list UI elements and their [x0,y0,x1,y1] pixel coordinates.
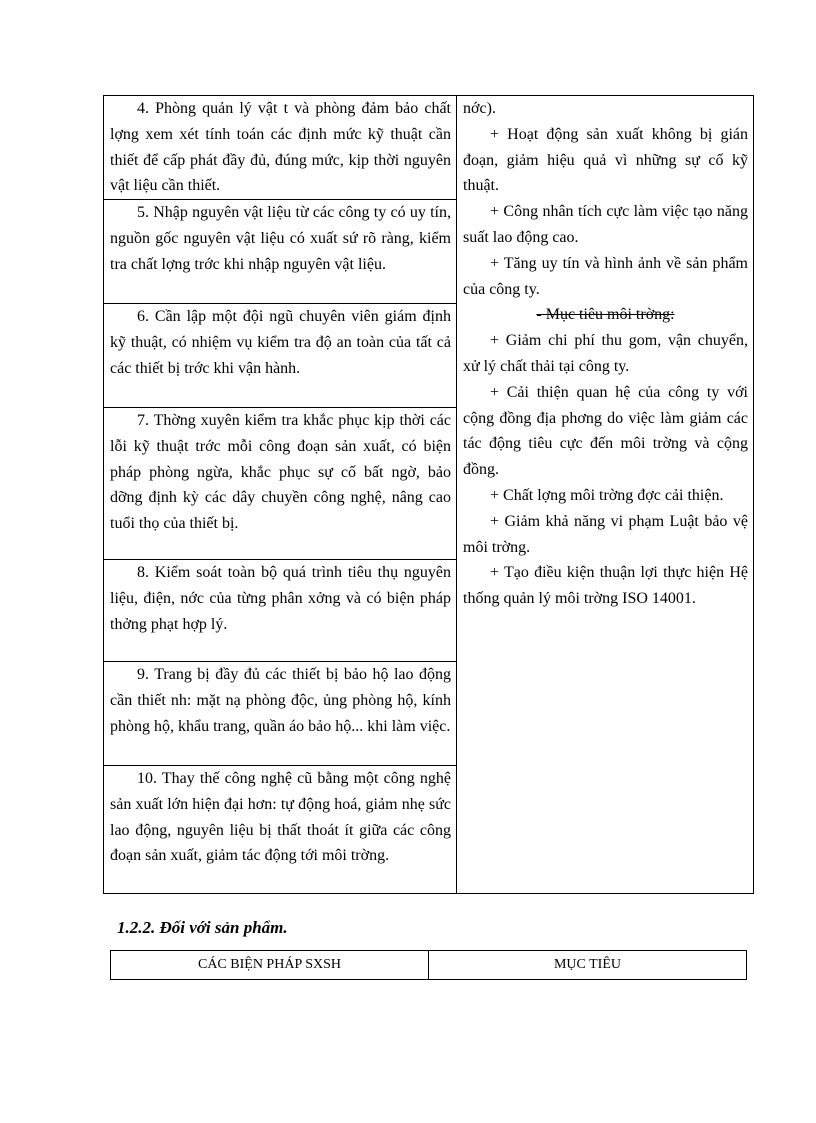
measure-text: 4. Phòng quản lý vật t và phòng đảm bảo chất lợng xem xét tính toán các định mức kỹ thuật cần thiết để cấp phát đầy đủ, đúng mức, kịp thời nguyên vật liệu cần thiết. [110,100,451,195]
measure-text: 8. Kiểm soát toàn bộ quá trình tiêu thụ nguyên liệu, điện, nớc của từng phân xởng và có biện pháp thởng phạt hợp lý. [110,564,451,633]
measure-cell-8 [104,560,457,662]
objectives-cell [457,96,754,894]
product-measures-table [110,950,747,980]
section-heading: 1.2.2. Đối với sản phẩm. [117,918,288,937]
column-header-measures: CÁC BIỆN PHÁP SXSH [111,951,429,980]
measure-text: 10. Thay thế công nghệ cũ bằng một công nghệ sản xuất lớn hiện đại hơn: tự động hoá, giảm nhẹ sức lao động, nguyên liệu bị thất thoát ít giữa các công đoạn sản xuất, giảm tác động tới môi trờng. [110,770,451,865]
measure-cell-9 [104,662,457,766]
measure-cell-4 [104,96,457,200]
env-item: + Tạo điều kiện thuận lợi thực hiện Hệ thống quản lý môi trờng ISO 14001. [463,564,748,608]
measure-cell-6 [104,304,457,408]
measure-text: 5. Nhập nguyên vật liệu từ các công ty có uy tín, nguồn gốc nguyên vật liệu có xuất sứ rõ ràng, kiểm tra chất lợng trớc khi nhập nguyên vật liệu. [110,204,451,273]
env-objectives-heading: - Mục tiêu môi trờng: [536,306,675,324]
continuation-text: nớc). [463,100,496,117]
env-item: + Giảm chi phí thu gom, vận chuyển, xử lý chất thải tại công ty. [463,332,748,375]
measure-text: 7. Thờng xuyên kiểm tra khắc phục kịp thời các lỗi kỹ thuật trớc mỗi công đoạn sản xuất, có biện pháp phòng ngừa, khắc phục sự cố bất ngờ, bảo dỡng định kỳ các dây chuyền công nghệ, nâng cao tuổi thọ của thiết bị. [110,412,451,533]
env-item: + Giảm khả năng vi phạm Luật bảo vệ môi trờng. [463,512,748,556]
production-item: + Hoạt động sản xuất không bị gián đoạn, giảm hiệu quả vì những sự cố kỹ thuật. [463,125,748,195]
env-item: + Cải thiện quan hệ của công ty với cộng đồng địa phơng do việc làm giảm các tác động tiêu cực đến môi trờng và cộng đồng. [463,383,748,479]
measure-cell-10 [104,766,457,894]
measure-cell-5 [104,200,457,304]
measure-text: 6. Cần lập một đội ngũ chuyên viên giám định kỹ thuật, có nhiệm vụ kiểm tra độ an toàn của tất cả các thiết bị trớc khi vận hành. [110,308,451,377]
production-item: + Tăng uy tín và hình ảnh về sản phẩm của công ty. [463,254,748,298]
measure-text: 9. Trang bị đầy đủ các thiết bị bảo hộ lao động cần thiết nh: mặt nạ phòng độc, ủng phòng hộ, kính phòng hộ, khẩu trang, quần áo bảo hộ... khi làm việc. [110,666,451,735]
column-header-objectives: MỤC TIÊU [429,951,747,980]
measures-table [103,95,754,894]
measure-cell-7 [104,408,457,560]
env-item: + Chất lợng môi trờng đợc cải thiện. [490,486,724,504]
production-item: + Công nhân tích cực làm việc tạo năng suất lao động cao. [463,203,748,246]
